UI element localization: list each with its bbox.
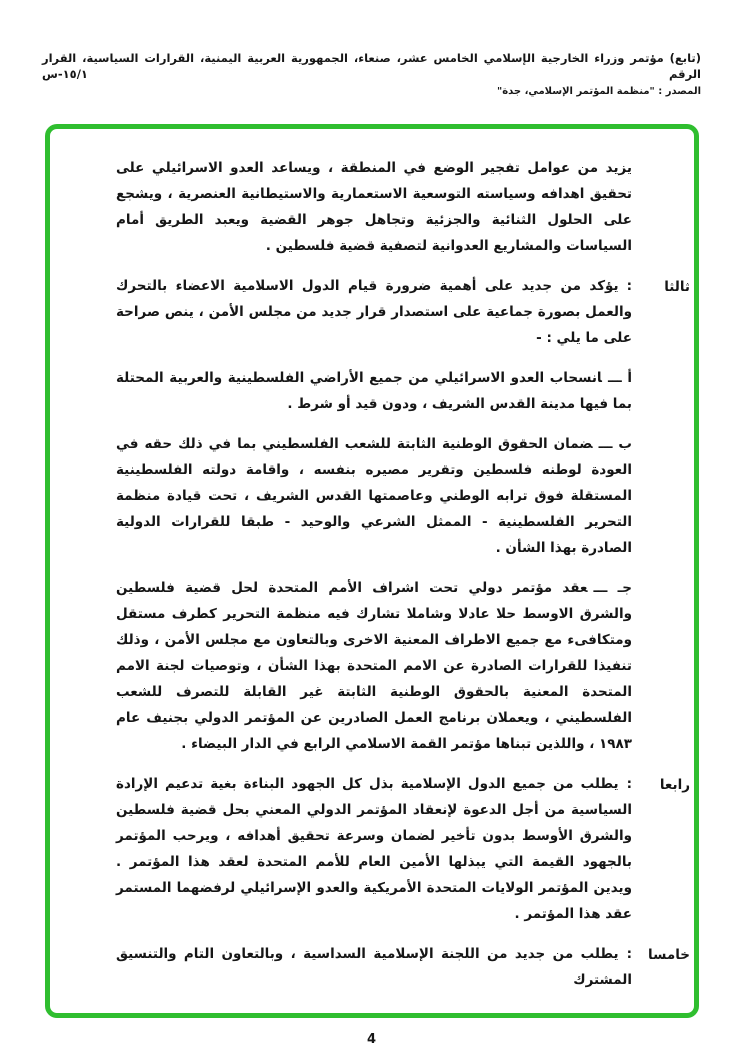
section-label-fifth: خامسا [648, 947, 690, 963]
section-fourth [116, 771, 690, 927]
subitem-a-marker: أ ـــ [607, 370, 632, 386]
document-body [116, 155, 690, 1007]
page-number: 4 [366, 1032, 377, 1047]
green-highlight-frame [45, 124, 699, 1018]
section-fifth [116, 941, 690, 993]
section-body-fifth: يطلب من جديد من اللجنة الإسلامية السداسية ، وبالتعاون التام والتنسيق المشترك [116, 946, 632, 988]
header-citation-line: (تابع) مؤتمر وزراء الخارجية الإسلامي الخامس عشر، صنعاء، الجمهورية العربية اليمنية، القرارات السياسية، القرار الرقم ١٥/١-س [42, 51, 701, 81]
subitem-b-text: ضمان الحقوق الوطنية الثابتة للشعب الفلسطيني بما في ذلك حقه في العودة لوطنه فلسطين وتقرير مصيره بنفسه ، واقامة دولته الفلسطينية المستقلة فوق ترابه الوطني وعاصمتها القدس الشريف ، تحت قيادة منظمة التحرير الفلسطينية - الممثل الشرعي والوحيد - طبقا للقرارات الدولية الصادرة بهذا الشأن . [116, 436, 632, 556]
section-third [116, 273, 690, 757]
subitem-b [116, 431, 632, 561]
subitem-a-text: انسحاب العدو الاسرائيلي من جميع الأراضي الفلسطينية والعربية المحتلة بما فيها مدينة القدس الشريف ، ودون قيد أو شرط . [116, 370, 632, 412]
subitem-a [116, 365, 632, 417]
document-header [42, 50, 701, 97]
section-colon-fourth: : [626, 776, 632, 792]
section-label-third: ثالثا [664, 279, 690, 295]
section-text-fourth [116, 771, 632, 927]
subitem-c [116, 575, 632, 757]
section-text-third [116, 273, 632, 351]
section-body-fourth: يطلب من جميع الدول الإسلامية بذل كل الجهود البناءة بغية تدعيم الإرادة السياسية من أجل الدعوة لإنعقاد المؤتمر الدولي المعني بحل قضية فلسطين والشرق الأوسط بدون تأخير لضمان وسرعة تحقيق أهدافه ، ويرحب المؤتمر بالجهود القيمة التي يبذلها الأمين العام للأمم المتحدة لعقد هذا المؤتمر . ويدين المؤتمر الولايات المتحدة الأمريكية والعدو الإسرائيلي لرفضهما المستمر عقد هذا المؤتمر . [116, 776, 632, 922]
intro-paragraph: يزيد من عوامل تفجير الوضع في المنطقة ، ويساعد العدو الاسرائيلي على تحقيق اهدافه وسياسته التوسعية الاستعمارية والاستيطانية العنصرية ، ويشجع على الحلول الثنائية والجزئية وتجاهل جوهر القضية ويعبد الطريق أمام السياسات والمشاريع العدوانية لتصفية قضية فلسطين . [116, 160, 632, 254]
subitem-c-marker: جـ ـــ [593, 580, 632, 596]
subitem-b-marker: ب ـــ [598, 436, 632, 452]
section-label-fourth: رابعا [659, 777, 690, 793]
subitem-c-text: عقد مؤتمر دولي تحت اشراف الأمم المتحدة لحل قضية فلسطين والشرق الاوسط حلا عادلا وشاملا تشارك فيه منظمة التحرير كطرف مستقل ومتكافىء مع جميع الاطراف المعنية الاخرى وبالتعاون مع مجلس الأمن ، وذلك تنفيذا للقرارات الصادرة عن الامم المتحدة بهذا الشأن ، وتوصيات لجنة الامم المتحدة المعنية بالحقوق الوطنية الثابتة غير القابلة للتصرف للشعب الفلسطيني ، ويعملان برنامج العمل الصادرين عن المؤتمر الدولي بجنيف عام ١٩٨٣ ، واللذين تبناها مؤتمر القمة الاسلامي الرابع في الدار البيضاء . [116, 580, 632, 752]
section-body-third: يؤكد من جديد على أهمية ضرورة قيام الدول الاسلامية الاعضاء بالتحرك والعمل بصورة جماعية على استصدار قرار جديد من مجلس الأمن ، ينص صراحة على ما يلي : - [116, 278, 632, 346]
section-colon-fifth: : [626, 946, 632, 962]
section-colon-third: : [626, 278, 632, 294]
section-text-fifth [116, 941, 632, 993]
header-source-line: المصدر : "منظمة المؤتمر الإسلامي، جدة" [496, 86, 701, 97]
